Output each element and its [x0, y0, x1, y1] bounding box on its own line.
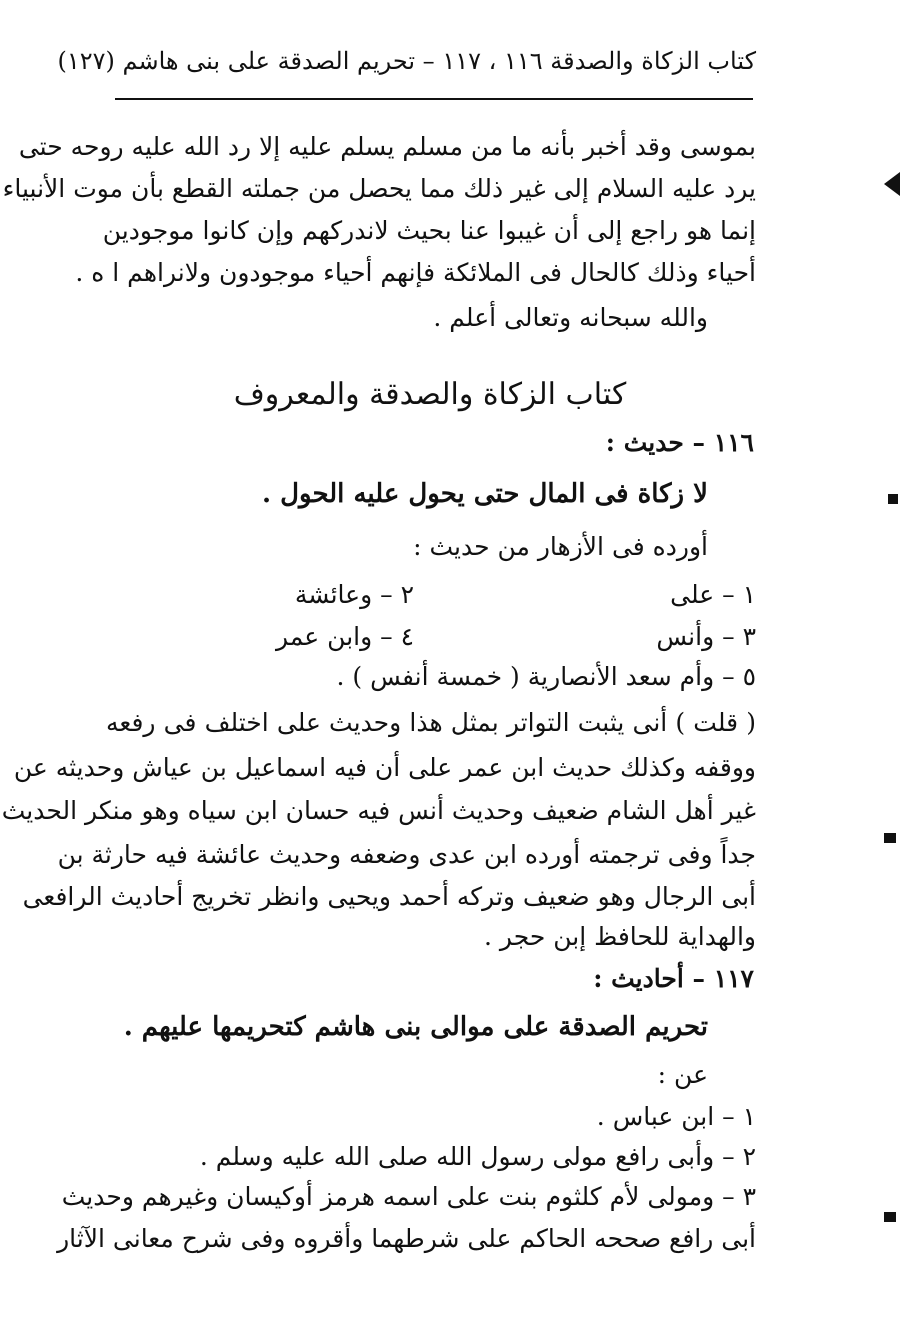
- scan-edge-mark: [884, 172, 900, 196]
- paragraph-line: والهداية للحافظ إبن حجر .: [484, 922, 756, 951]
- paragraph-line: والله سبحانه وتعالى أعلم .: [433, 303, 708, 332]
- narrator-item: ٣ – ومولى لأم كلثوم بنت على اسمه هرمز أوكيسان وغيرهم وحديث: [61, 1182, 756, 1211]
- paragraph-line: إنما هو راجع إلى أن غيبوا عنا بحيث لاندركهم وإن كانوا موجودين: [102, 216, 756, 245]
- narrator-item: ٣ – وأنس: [656, 622, 756, 651]
- paragraph-line: جداً وفى ترجمته أورده ابن عدى وضعفه وحديث عائشة فيه حارثة بن: [57, 840, 756, 869]
- hadith-text-116: لا زكاة فى المال حتى يحول عليه الحول .: [262, 479, 708, 509]
- paragraph-line: أحياء وذلك كالحال فى الملائكة فإنهم أحياء موجودون ولانراهم ا ه .: [75, 258, 756, 287]
- narrator-item: ١ – ابن عباس .: [596, 1102, 756, 1131]
- source-intro: عن :: [657, 1060, 708, 1089]
- paragraph-line: بموسى وقد أخبر بأنه ما من مسلم يسلم عليه إلا رد الله عليه روحه حتى: [18, 132, 756, 161]
- narrator-item: ٥ – وأم سعد الأنصارية ( خمسة أنفس ) .: [336, 662, 756, 691]
- scan-edge-mark: [884, 833, 896, 843]
- narrator-item: ٤ – وابن عمر: [276, 622, 414, 651]
- narrator-item: ٢ – وأبى رافع مولى رسول الله صلى الله عليه وسلم .: [199, 1142, 756, 1171]
- section-heading-116: ١١٦ – حديث :: [605, 428, 754, 457]
- section-heading-117: ١١٧ – أحاديث :: [593, 964, 754, 993]
- paragraph-line: أبى الرجال وهو ضعيف وتركه أحمد ويحيى وانظر تخريج أحاديث الرافعى: [22, 882, 756, 911]
- header-rule: [115, 98, 753, 100]
- chapter-title: كتاب الزكاة والصدقة والمعروف: [233, 377, 627, 412]
- narrator-item: ٢ – وعائشة: [294, 580, 414, 609]
- paragraph-line: غير أهل الشام ضعيف وحديث أنس فيه حسان ابن سياه وهو منكر الحديث: [1, 796, 756, 825]
- hadith-text-117: تحريم الصدقة على موالى بنى هاشم كتحريمها عليهم .: [123, 1012, 708, 1042]
- paragraph-line: يرد عليه السلام إلى غير ذلك مما يحصل من جملته القطع بأن موت الأنبياء: [2, 174, 756, 203]
- narrator-item: ١ – على: [670, 580, 756, 609]
- scan-edge-mark: [888, 494, 898, 504]
- source-intro: أورده فى الأزهار من حديث :: [413, 532, 708, 561]
- paragraph-line: أبى رافع صححه الحاكم على شرطهما وأقروه وفى شرح معانى الآثار: [57, 1224, 756, 1253]
- paragraph-line: ووقفه وكذلك حديث ابن عمر على أن فيه اسماعيل بن عياش وحديثه عن: [13, 753, 756, 782]
- running-header: كتاب الزكاة والصدقة ١١٦ ، ١١٧ – تحريم الصدقة على بنى هاشم (١٢٧): [57, 47, 756, 75]
- paragraph-line: ( قلت ) أنى يثبت التواتر بمثل هذا وحديث على اختلف فى رفعه: [106, 708, 756, 737]
- scan-edge-mark: [884, 1212, 896, 1222]
